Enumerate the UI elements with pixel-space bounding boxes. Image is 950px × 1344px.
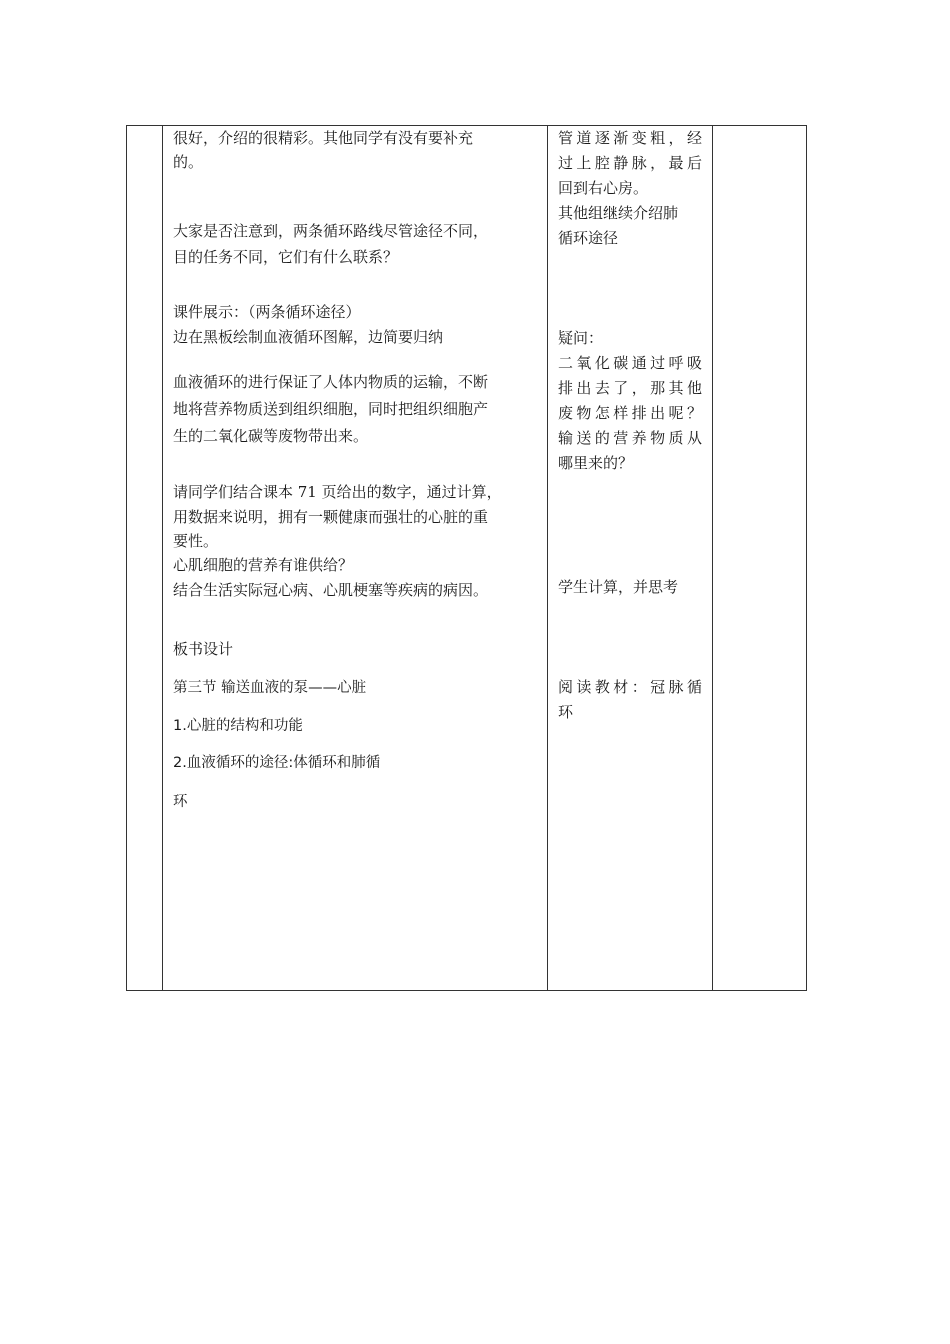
text-line: 心肌细胞的营养有谁供给？: [173, 556, 354, 574]
text-line: 血液循环的进行保证了人体内物质的运输，不断: [173, 373, 489, 391]
text-line: 废物怎样排出呢？: [558, 404, 702, 422]
text-line: 地将营养物质送到组织细胞，同时把组织细胞产: [173, 400, 489, 418]
student-activity-cell: [548, 126, 712, 990]
text-line: 回到右心房。: [558, 179, 649, 197]
text-line: 哪里来的？: [558, 454, 634, 472]
text-line: 过上腔静脉，最后: [558, 154, 702, 172]
text-line: 要性。: [173, 532, 219, 550]
text-line: 二氧化碳通过呼吸: [558, 354, 702, 372]
text-line: 边在黑板绘制血液循环图解，边简要归纳: [173, 328, 444, 346]
text-line: 课件展示：（两条循环途径）: [173, 303, 361, 321]
text-line: 其他组继续介绍肺: [558, 204, 679, 222]
text-line: 阅读教材：冠脉循: [558, 678, 702, 696]
text-line: 循环途径: [558, 229, 619, 247]
text-line: 目的任务不同，它们有什么联系？: [173, 248, 399, 266]
text-line: 学生计算，并思考: [558, 578, 679, 596]
board-design-label: 板书设计: [173, 640, 234, 658]
text-line: 管道逐渐变粗，经: [558, 129, 702, 147]
board-item: 1.心脏的结构和功能: [173, 718, 303, 734]
teacher-activity-cell: [163, 126, 547, 990]
board-item: 2.血液循环的途径:体循环和肺循: [173, 755, 381, 771]
text-line: 生的二氧化碳等废物带出来。: [173, 427, 369, 445]
board-title: 第三节 输送血液的泵——心脏: [173, 680, 367, 696]
text-line: 排出去了，那其他: [558, 379, 702, 397]
lesson-table: [126, 125, 807, 991]
text-line: 结合生活实际冠心病、心肌梗塞等疾病的病因。: [173, 581, 489, 599]
text-line: 输送的营养物质从: [558, 429, 702, 447]
text-line: 用数据来说明，拥有一颗健康而强壮的心脏的重: [173, 508, 489, 526]
text-line: 的。: [173, 153, 204, 171]
board-item: 环: [173, 794, 188, 810]
text-line: 疑问：: [558, 329, 604, 347]
text-line: 大家是否注意到，两条循环路线尽管途径不同，: [173, 222, 489, 240]
text-line: 请同学们结合课本 71 页给出的数字，通过计算，: [173, 483, 502, 501]
notes-cell: [713, 126, 806, 990]
text-line: 环: [558, 703, 574, 721]
text-line: 很好，介绍的很精彩。其他同学有没有要补充: [173, 129, 474, 147]
